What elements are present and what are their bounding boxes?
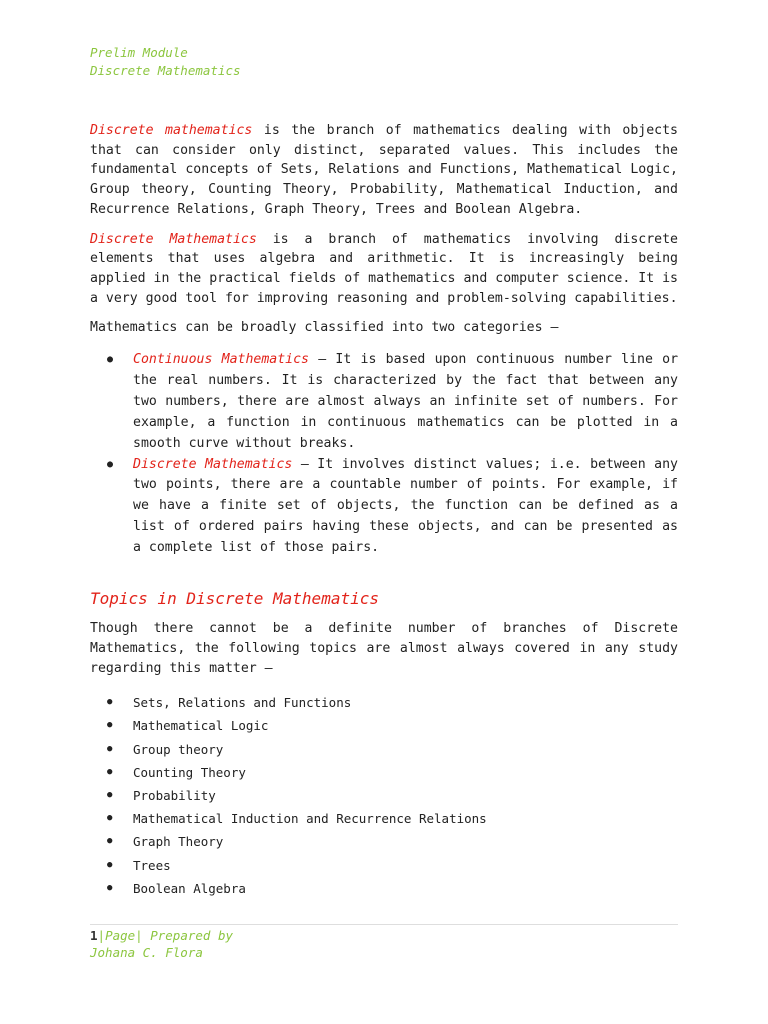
page-header <box>90 44 241 80</box>
topic-label: Trees <box>133 857 171 873</box>
bullet-icon: ● <box>107 743 113 754</box>
footer-author: Johana C. Flora <box>90 945 203 960</box>
paragraph-text: is the branch of mathematics dealing with objects that can consider only distinct, separated values. This includes the fundamental concepts of Sets, Relations and Functions, Mathematical Logic, Group theory, Counting Theory, Probability, Mathematical Induction, and Recurrence Relations, Graph Theory, Trees and Boolean Algebra. <box>90 123 678 217</box>
categories-intro: Mathematics can be broadly classified into two categories – <box>90 320 559 336</box>
topic-label: Mathematical Induction and Recurrence Relations <box>133 811 487 827</box>
page-footer <box>90 927 233 961</box>
bullet-icon: ● <box>107 354 114 366</box>
list-item <box>90 455 678 560</box>
header-module: Prelim Module <box>90 45 188 60</box>
bullet-icon: ● <box>107 720 113 731</box>
footer-separator: | <box>97 928 106 943</box>
intro-paragraph-2 <box>90 230 678 309</box>
topics-list <box>90 691 678 900</box>
page-number: 1 <box>90 928 98 943</box>
list-item <box>90 714 678 737</box>
bullet-icon: ● <box>107 813 113 824</box>
footer-divider <box>90 924 678 925</box>
term-highlight: Discrete Mathematics <box>90 231 257 247</box>
footer-line-1 <box>90 927 233 944</box>
list-item <box>90 854 678 877</box>
footer-page-label: Page <box>105 928 136 943</box>
page-content <box>90 121 678 900</box>
bullet-icon: ● <box>107 882 113 893</box>
bullet-icon: ● <box>107 836 113 847</box>
intro-paragraph-1 <box>90 121 678 220</box>
footer-separator: | <box>135 928 143 943</box>
term-highlight: Discrete mathematics <box>90 123 253 138</box>
list-item <box>90 807 678 830</box>
list-item <box>90 738 678 761</box>
topic-label: Probability <box>133 788 216 804</box>
bullet-icon: ● <box>107 458 114 470</box>
header-subject: Discrete Mathematics <box>90 63 241 78</box>
bullet-icon: ● <box>107 766 113 777</box>
topic-label: Counting Theory <box>133 764 246 780</box>
categories-list <box>90 350 678 559</box>
footer-prepared-label: Prepared by <box>142 928 234 943</box>
paragraph-text: is a branch of mathematics involving discrete elements that uses algebra and arithmetic. It is increasingly being applied in the practical fields of mathematics and computer science. It is a very good tool for improving reasoning and problem-solving capabilities. <box>90 231 678 306</box>
list-item <box>90 877 678 900</box>
list-item <box>90 350 678 455</box>
bullet-icon: ● <box>107 859 113 870</box>
topic-label: Boolean Algebra <box>133 880 246 896</box>
list-item <box>90 691 678 714</box>
list-item-text: – It is based upon continuous number line or the real numbers. It is characterized by the fact that between any two numbers, there are almost always an infinite set of numbers. For example, a function in continuous mathematics can be plotted in a smooth curve without breaks. <box>133 352 679 451</box>
bullet-icon: ● <box>107 697 113 708</box>
topic-label: Mathematical Logic <box>133 718 269 734</box>
list-item-text: – It involves distinct values; i.e. between any two points, there are a countable number of points. For example, if we have a finite set of objects, the function can be defined as a list of ordered pairs having these objects, and can be presented as a complete list of those pairs. <box>133 456 678 556</box>
term-highlight: Discrete Mathematics <box>133 456 293 472</box>
topics-intro: Though there cannot be a definite number of branches of Discrete Mathematics, the following topics are almost always covered in any study regarding this matter – <box>90 621 678 676</box>
list-item <box>90 761 678 784</box>
bullet-icon: ● <box>107 790 113 801</box>
list-item <box>90 784 678 807</box>
section-heading: Topics in Discrete Mathematics <box>90 589 379 609</box>
topic-label: Sets, Relations and Functions <box>133 695 352 711</box>
term-highlight: Continuous Mathematics <box>133 352 309 368</box>
topic-label: Group theory <box>133 741 224 757</box>
topic-label: Graph Theory <box>133 834 224 850</box>
list-item <box>90 830 678 853</box>
